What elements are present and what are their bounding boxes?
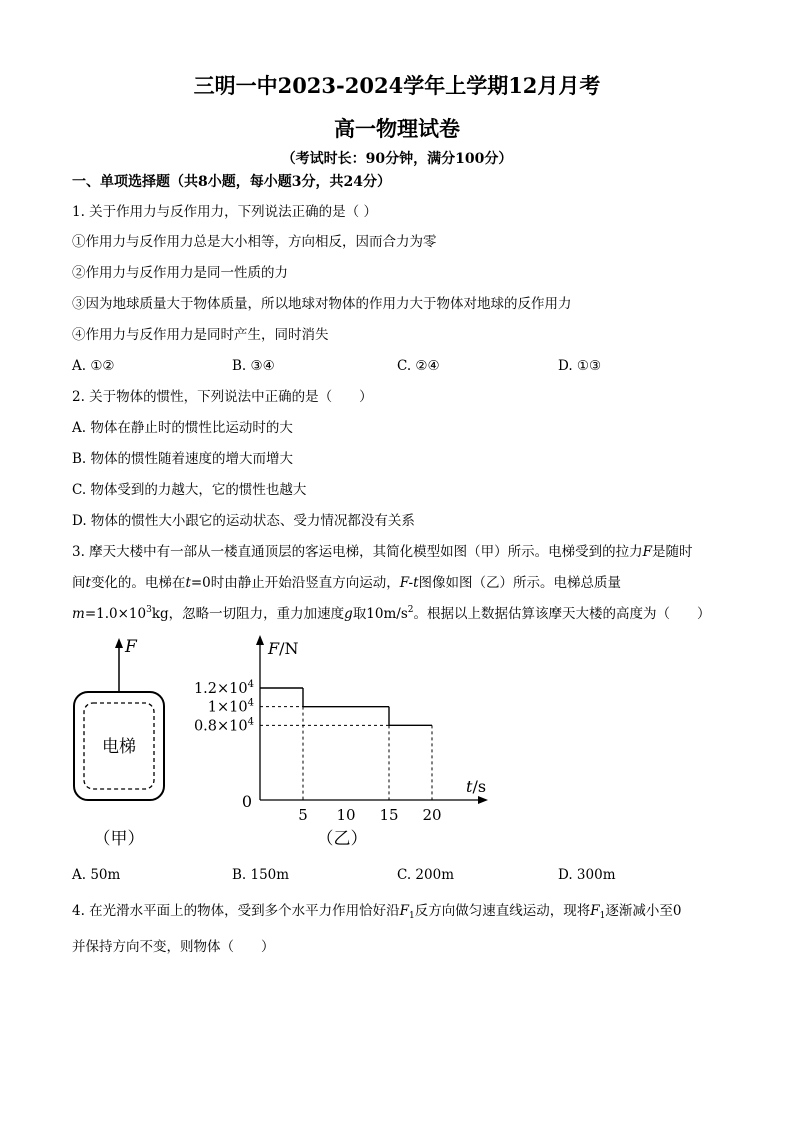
y-axis-arrow <box>256 635 264 645</box>
ft-chart <box>190 632 500 857</box>
x-tick-label: 15 <box>379 806 399 824</box>
q1-option-d[interactable]: D. ①③ <box>558 358 602 374</box>
elevator-label: 电梯 <box>102 737 136 757</box>
q3-line-3: $m=1.0\times 10^3kg$，忽略一切阻力，重力加速度g取$10m/s^2$。根据以上数据估算该摩天大楼的高度为（ ） <box>72 605 711 622</box>
figure-caption-jia: （甲） <box>93 829 145 849</box>
q3-option-d[interactable]: D. 300m <box>558 867 616 883</box>
q1-option-a[interactable]: A. ①② <box>72 358 115 374</box>
figure-caption-yi: （乙） <box>316 829 368 849</box>
elevator-figure <box>66 632 176 857</box>
q3-option-b[interactable]: B. 150m <box>232 867 290 883</box>
q2-option-b[interactable]: B. 物体的惯性随着速度的增大而增大 <box>72 451 294 467</box>
q4-line-1: 4. 在光滑水平面上的物体，受到多个水平力作用恰好沿$F_1$反方向做匀速直线运动，现将$F_1$逐渐减小至0 <box>72 903 682 921</box>
q1-statement: ③因为地球质量大于物体质量，所以地球对物体的作用力大于物体对地球的反作用力 <box>72 296 572 312</box>
exam-title: 三明一中2023-2024学年上学期12月月考 <box>193 73 601 98</box>
exam-info: （考试时长：90分钟，满分100分） <box>281 151 513 167</box>
q2-option-d[interactable]: D. 物体的惯性大小跟它的运动状态、受力情况都没有关系 <box>72 513 415 529</box>
q1-option-b[interactable]: B. ③④ <box>232 358 275 374</box>
q2-option-a[interactable]: A. 物体在静止时的惯性比运动时的大 <box>72 420 293 436</box>
exam-subtitle: 高一物理试卷 <box>334 116 460 141</box>
x-axis-arrow <box>478 796 488 804</box>
y-axis-label: F/N <box>268 639 299 658</box>
x-tick-label: 20 <box>422 806 442 824</box>
x-tick-label: 10 <box>336 806 356 824</box>
x-tick-label: 5 <box>298 806 308 824</box>
q1-statement: ①作用力与反作用力总是大小相等，方向相反，因而合力为零 <box>72 234 437 250</box>
q4-line-2: 并保持方向不变，则物体（ ） <box>72 939 275 955</box>
origin-label: 0 <box>241 792 252 811</box>
x-axis-label: t/s <box>466 777 487 796</box>
q3-option-c[interactable]: C. 200m <box>397 867 454 883</box>
q2-stem: 2. 关于物体的惯性，下列说法中正确的是（ ） <box>72 389 373 405</box>
q3-line-1: 3. 摩天大楼中有一部从一楼直通顶层的客运电梯，其简化模型如图（甲）所示。电梯受到的拉力F是随时 <box>72 544 693 560</box>
section-heading: 一、单项选择题（共8小题，每小题3分，共24分） <box>72 174 391 190</box>
y-tick-label: $1.2\times 10^4$ <box>193 679 254 697</box>
q1-statement: ④作用力与反作用力是同时产生，同时消失 <box>72 327 329 343</box>
y-tick-label: $0.8\times 10^4$ <box>193 716 254 735</box>
q1-stem: 1. 关于作用力与反作用力，下列说法正确的是（ ） <box>72 204 377 220</box>
q3-line-2: 间t变化的。电梯在t=0时由静止开始沿竖直方向运动，F-t图像如图（乙）所示。电梯总质量 <box>72 575 622 591</box>
force-label: F <box>125 637 137 657</box>
y-tick-label: $1\times 10^4$ <box>207 697 254 716</box>
q2-option-c[interactable]: C. 物体受到的力越大，它的惯性也越大 <box>72 482 307 498</box>
q1-statement: ②作用力与反作用力是同一性质的力 <box>72 265 288 281</box>
q3-option-a[interactable]: A. 50m <box>72 867 121 883</box>
force-arrow-head <box>115 638 123 648</box>
q1-option-c[interactable]: C. ②④ <box>397 358 440 374</box>
